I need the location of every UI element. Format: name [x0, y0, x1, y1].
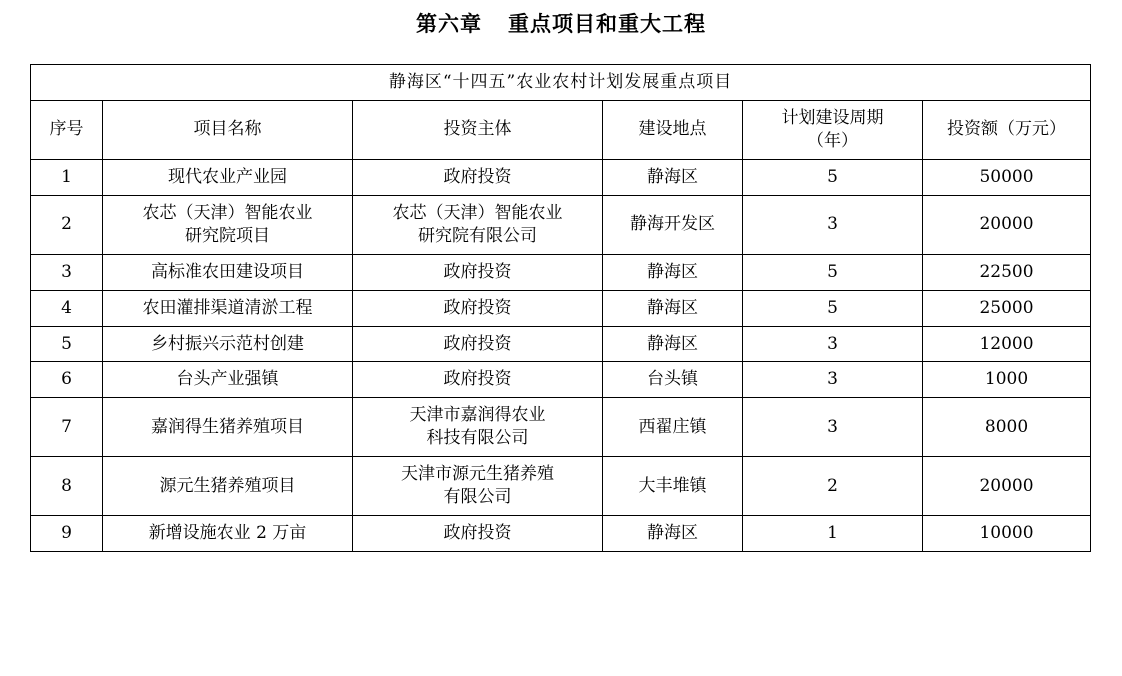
cell-amount: 20000 [923, 195, 1091, 254]
cell-name: 新增设施农业 2 万亩 [103, 516, 353, 552]
column-header-subject: 投资主体 [353, 100, 603, 159]
cell-no: 2 [31, 195, 103, 254]
cell-amount: 8000 [923, 398, 1091, 457]
table-row [31, 195, 1091, 254]
table-row [31, 362, 1091, 398]
cell-amount: 1000 [923, 362, 1091, 398]
cell-cycle: 5 [743, 159, 923, 195]
table-row [31, 457, 1091, 516]
cell-no: 9 [31, 516, 103, 552]
cell-no: 3 [31, 254, 103, 290]
cell-cycle: 3 [743, 362, 923, 398]
table-row [31, 254, 1091, 290]
cell-name: 农田灌排渠道清淤工程 [103, 290, 353, 326]
cell-subject: 政府投资 [353, 290, 603, 326]
cell-name [103, 195, 353, 254]
cell-subject-line1: 天津市嘉润得农业 [409, 405, 546, 426]
cell-name: 台头产业强镇 [103, 362, 353, 398]
cell-place: 静海区 [603, 254, 743, 290]
table-row [31, 398, 1091, 457]
cell-subject [353, 398, 603, 457]
cell-subject: 政府投资 [353, 326, 603, 362]
cell-amount: 22500 [923, 254, 1091, 290]
cell-no: 8 [31, 457, 103, 516]
column-header-cycle [743, 100, 923, 159]
cell-place: 大丰堆镇 [603, 457, 743, 516]
cell-amount: 20000 [923, 457, 1091, 516]
cell-no: 6 [31, 362, 103, 398]
cell-place: 台头镇 [603, 362, 743, 398]
cell-name: 现代农业产业园 [103, 159, 353, 195]
cell-cycle: 3 [743, 326, 923, 362]
cell-no: 5 [31, 326, 103, 362]
cell-subject: 政府投资 [353, 254, 603, 290]
key-projects-table [30, 64, 1091, 552]
column-header-cycle-line2: （年） [807, 130, 858, 151]
cell-cycle: 3 [743, 195, 923, 254]
cell-cycle: 3 [743, 398, 923, 457]
cell-subject: 政府投资 [353, 362, 603, 398]
cell-place: 静海区 [603, 290, 743, 326]
cell-subject: 政府投资 [353, 159, 603, 195]
column-header-no: 序号 [31, 100, 103, 159]
cell-amount: 25000 [923, 290, 1091, 326]
cell-name-line1: 农芯（天津）智能农业 [142, 202, 313, 223]
cell-subject-line2: 科技有限公司 [426, 428, 529, 449]
cell-no: 4 [31, 290, 103, 326]
cell-amount: 12000 [923, 326, 1091, 362]
cell-subject-line1: 天津市源元生猪养殖 [401, 464, 554, 485]
cell-amount: 10000 [923, 516, 1091, 552]
cell-name: 高标准农田建设项目 [103, 254, 353, 290]
cell-name: 嘉润得生猪养殖项目 [103, 398, 353, 457]
cell-subject-line2: 研究院有限公司 [418, 225, 537, 246]
table-row [31, 290, 1091, 326]
cell-cycle: 1 [743, 516, 923, 552]
cell-subject [353, 195, 603, 254]
cell-no: 7 [31, 398, 103, 457]
cell-cycle: 2 [743, 457, 923, 516]
table-row [31, 326, 1091, 362]
table-row [31, 516, 1091, 552]
table-caption: 静海区“十四五”农业农村计划发展重点项目 [31, 65, 1091, 101]
cell-place: 静海区 [603, 159, 743, 195]
cell-name-line2: 研究院项目 [185, 225, 270, 246]
cell-cycle: 5 [743, 254, 923, 290]
column-header-cycle-line1: 计划建设周期 [781, 107, 884, 128]
cell-name: 乡村振兴示范村创建 [103, 326, 353, 362]
cell-subject-line1: 农芯（天津）智能农业 [392, 202, 563, 223]
cell-place: 静海开发区 [603, 195, 743, 254]
column-header-amount: 投资额（万元） [923, 100, 1091, 159]
cell-subject [353, 457, 603, 516]
table-header-row [31, 100, 1091, 159]
cell-subject-line2: 有限公司 [443, 487, 512, 508]
cell-subject: 政府投资 [353, 516, 603, 552]
cell-place: 静海区 [603, 326, 743, 362]
chapter-label: 第六章 [416, 12, 482, 36]
cell-amount: 50000 [923, 159, 1091, 195]
table-container [30, 64, 1092, 552]
cell-cycle: 5 [743, 290, 923, 326]
cell-place: 静海区 [603, 516, 743, 552]
cell-no: 1 [31, 159, 103, 195]
table-caption-row [31, 65, 1091, 101]
table-row [31, 159, 1091, 195]
column-header-place: 建设地点 [603, 100, 743, 159]
column-header-name: 项目名称 [103, 100, 353, 159]
page-title [0, 0, 1122, 44]
chapter-title: 重点项目和重大工程 [508, 12, 706, 36]
cell-place: 西翟庄镇 [603, 398, 743, 457]
cell-name: 源元生猪养殖项目 [103, 457, 353, 516]
